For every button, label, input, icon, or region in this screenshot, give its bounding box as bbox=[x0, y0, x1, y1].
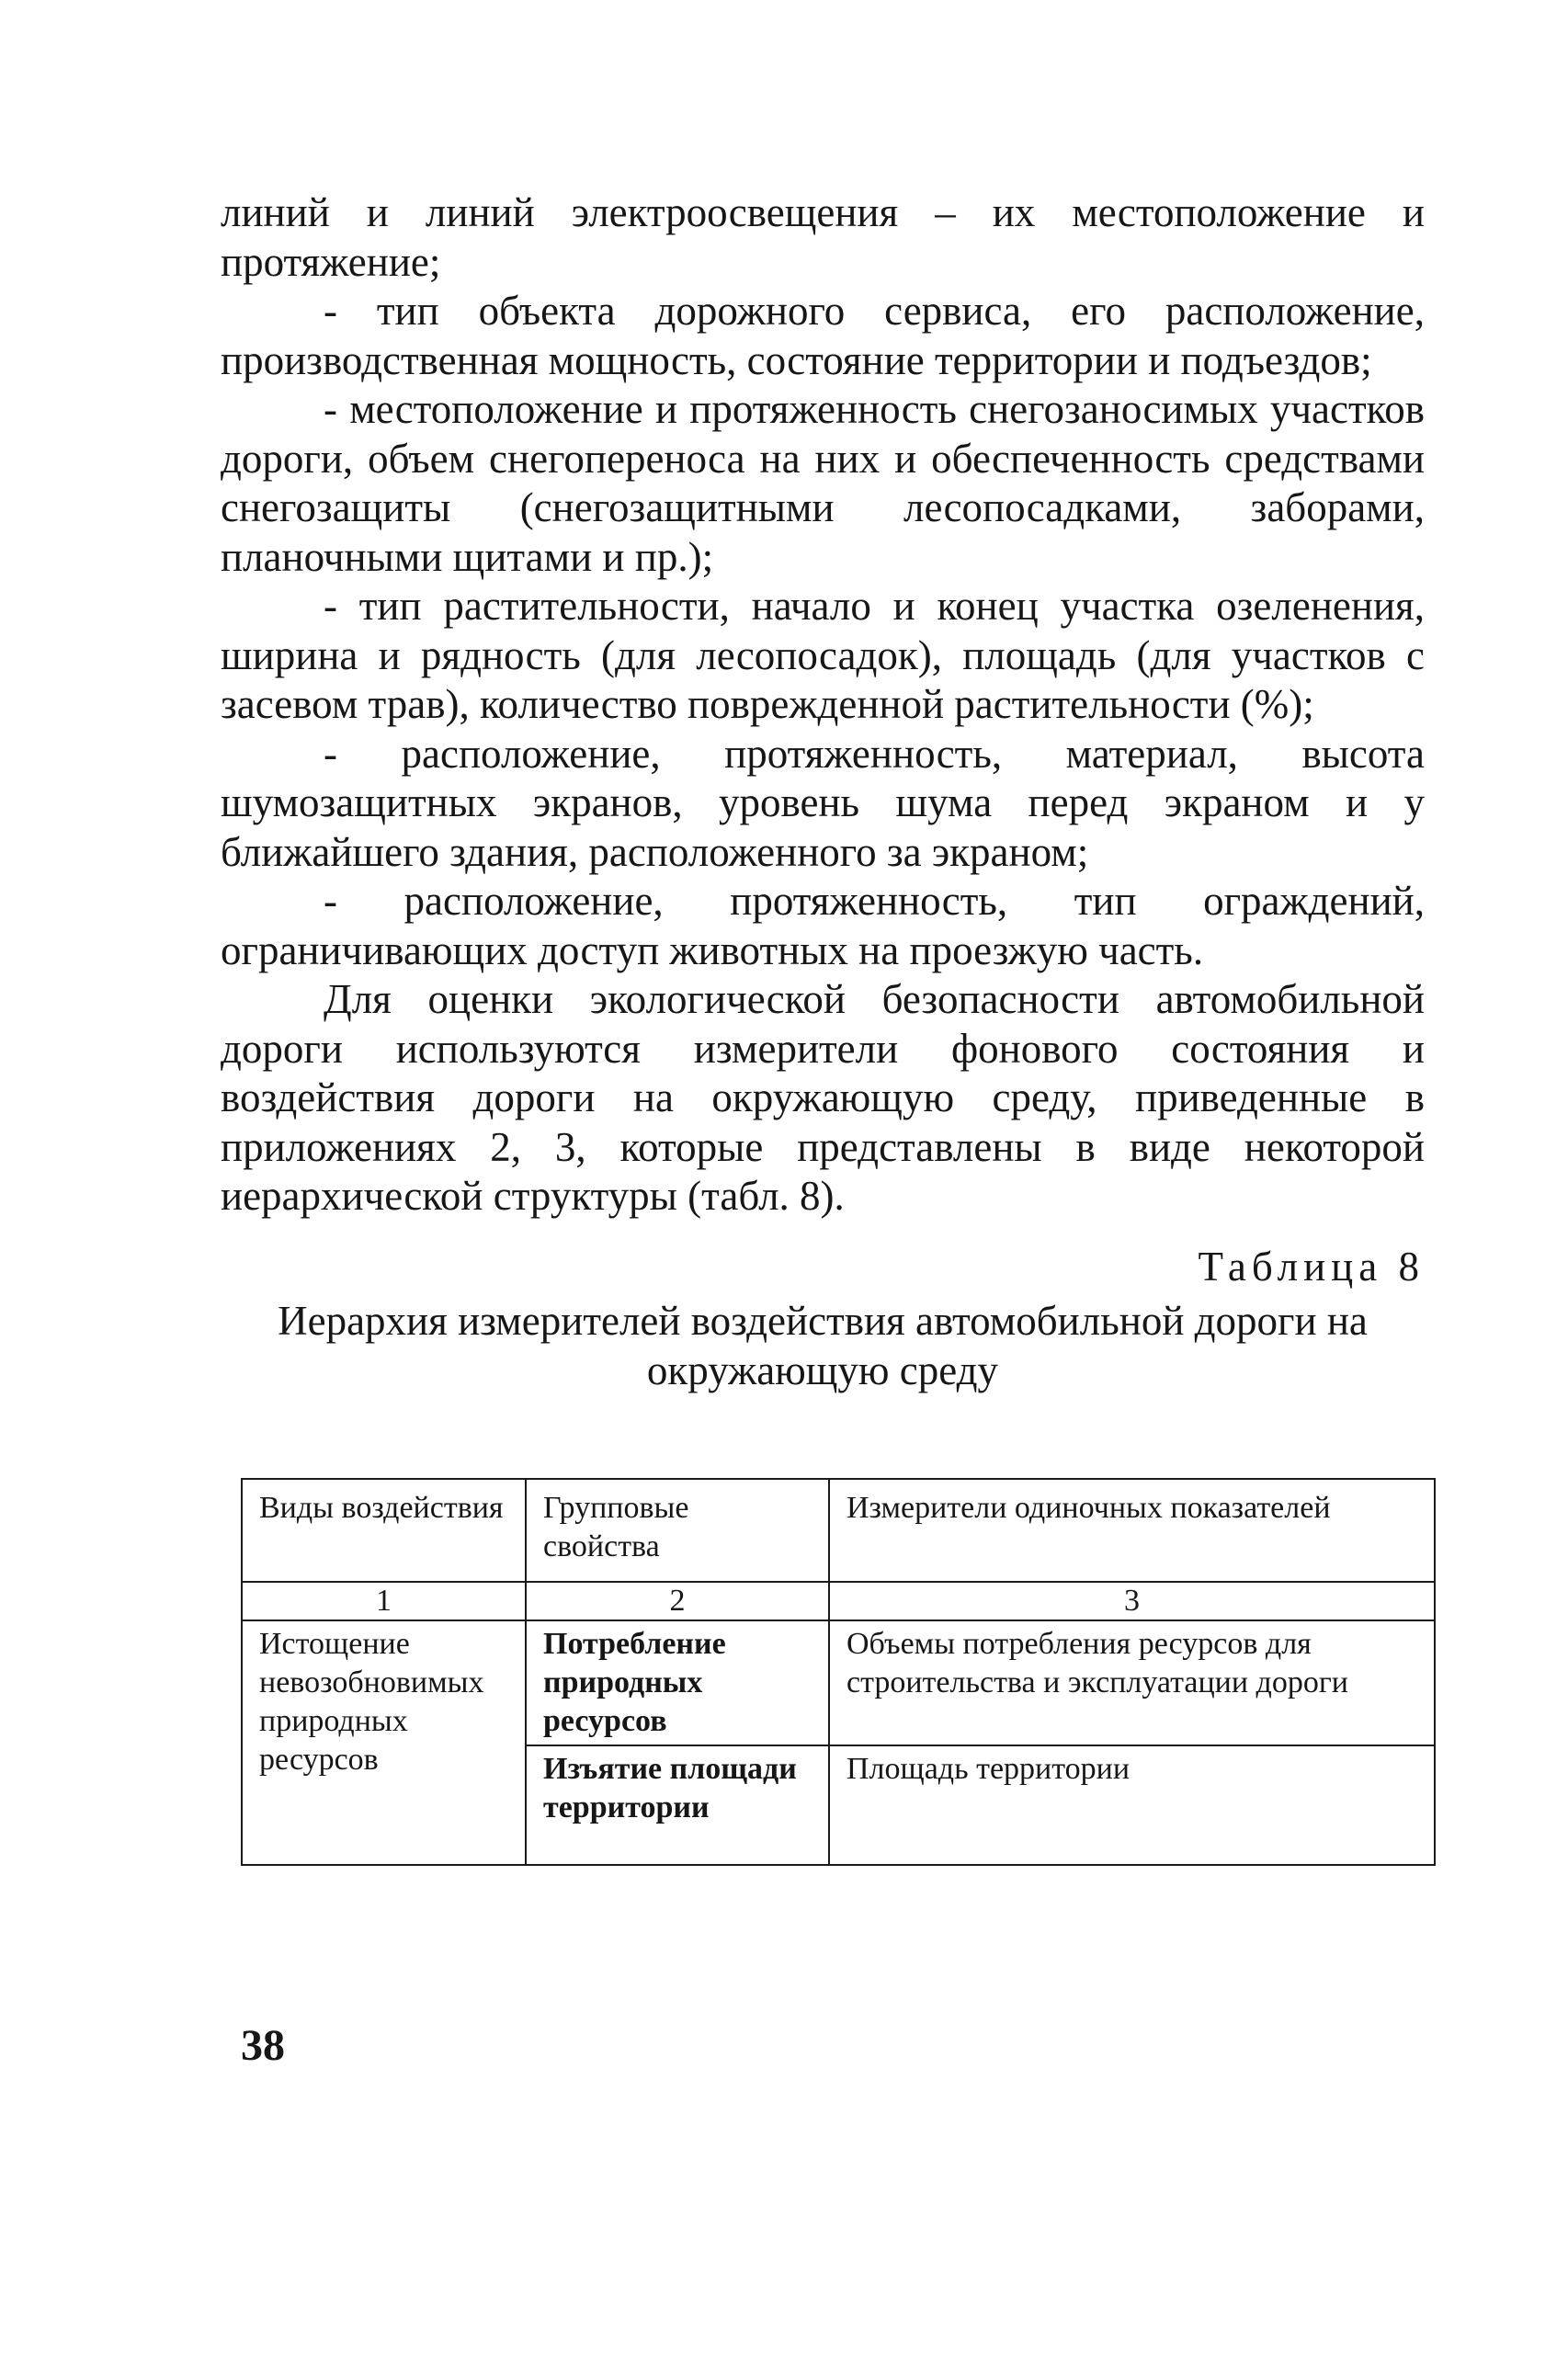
impact-measures-table bbox=[241, 1478, 1436, 1866]
impact-type-cell: Истощение невозобновимых природных ресурсов bbox=[242, 1620, 526, 1865]
paragraph: - местоположение и протяженность снегозаносимых участков дороги, объем снегопереноса на них и обеспеченность средствами снегозащиты (снегозащитными лесопосадками, заборами, планочными щитами и пр.); bbox=[221, 386, 1425, 580]
measure-cell: Объемы потребления ресурсов для строительства и эксплуатации дороги bbox=[829, 1620, 1435, 1745]
paragraph: - расположение, протяженность, материал, высота шумозащитных экранов, уровень шума перед экраном и у ближайшего здания, расположенного за экраном; bbox=[221, 730, 1425, 875]
body-text bbox=[221, 188, 1425, 1222]
paragraph: Для оценки экологической безопасности автомобильной дороги используются измерители фонового состояния и воздействия дороги на окружающую среду, приведенные в приложениях 2, 3, которые представлены в виде некоторой иерархической структуры (табл. 8). bbox=[221, 976, 1425, 1219]
table-header-row bbox=[242, 1479, 1435, 1582]
paragraph: - тип растительности, начало и конец участка озеленения, ширина и рядность (для лесопосадок), площадь (для участков с засевом трав), количество поврежденной растительности (%); bbox=[221, 583, 1425, 727]
column-number-row bbox=[242, 1582, 1435, 1620]
column-number: 3 bbox=[829, 1582, 1435, 1620]
header-cell: Групповые свойства bbox=[526, 1479, 829, 1582]
group-property-cell: Изъятие площади территории bbox=[526, 1745, 829, 1865]
page-number: 38 bbox=[241, 2021, 285, 2070]
group-property-cell: Потребление природных ресурсов bbox=[526, 1620, 829, 1745]
header-cell: Измерители одиночных показателей bbox=[829, 1479, 1435, 1582]
measure-cell: Площадь территории bbox=[829, 1745, 1435, 1865]
paragraph: линий и линий электроосвещения – их местоположение и протяжение; bbox=[221, 189, 1425, 285]
table-title: Иерархия измерителей воздействия автомобильной дороги на окружающую среду bbox=[278, 1298, 1368, 1393]
header-cell: Виды воздействия bbox=[242, 1479, 526, 1582]
column-number: 2 bbox=[526, 1582, 829, 1620]
column-number: 1 bbox=[242, 1582, 526, 1620]
table-row bbox=[242, 1620, 1435, 1745]
paragraph: - расположение, протяженность, тип ограждений, ограничивающих доступ животных на проезжую часть. bbox=[221, 878, 1425, 973]
table-label: Таблица 8 bbox=[1198, 1244, 1425, 1290]
paragraph: - тип объекта дорожного сервиса, его расположение, производственная мощность, состояние территории и подъездов; bbox=[221, 288, 1425, 383]
